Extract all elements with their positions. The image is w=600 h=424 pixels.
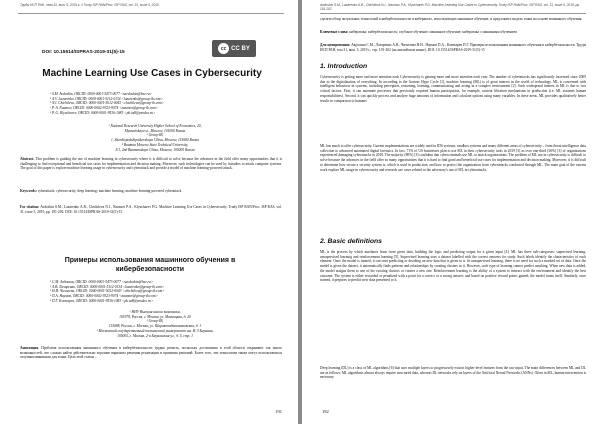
doi: DOI: 10.15514/ISPRAS-2019-31(5)-15 bbox=[42, 50, 125, 55]
affiliation-line: ¹ НИУ Высшая школа экономики, bbox=[129, 310, 181, 314]
keywords-text: кибератака; кибербезопасность; глубокое обучение; машинное обучение; кибератака с машинным обучением bbox=[349, 30, 517, 34]
abstract-label: Abstract. bbox=[20, 157, 35, 161]
citation-text: Avdoshin S.M., Lazarenko A.B., Chichileva N.I., Naumov P.A., Klyucharev P.G. Machine Learning Use Cases in Cybersecurity. Trudy ISP RAN/Proc. ISP RAS, vol. 31, issue 5, 2019, pp. 191-202. DOI: 10.15514/ISPRAS-2019-31(5)-15 bbox=[20, 205, 282, 214]
affiliation-line: ² Group-IB, bbox=[146, 319, 164, 324]
author-line: ³ П.Г. Ключарев, ORCID: 0000-0001-9536-1083 <pk.iu8@yandex.ru> bbox=[50, 298, 154, 303]
affiliation-line: ³ Bauman Moscow State Technical University, bbox=[121, 142, 189, 147]
author-line: ¹ N.I. Chichileva, ORCID: 0000-0001-5012-0043 <chichileva@group-ib.com> bbox=[50, 101, 165, 106]
header-rule bbox=[18, 13, 284, 14]
running-head: Avdoshin S.M., Lazarenko A.B., Chichileva N.I., Naumov P.A., Klyucharev P.G. Machine Learning Use Cases in Cybersecurity. Trudy ISP RAN/Proc. ISP RAS, vol. 31, issue 5, 2019, pp. 191-202 bbox=[320, 3, 580, 11]
abstract-text: Проблема использования машинного обучения в кибербезопасности трудно решить, поскольку достижения в этой области открывают так много возможностей, что сложно найти действительно хорошие варианты решения реализации и принятия решений. Более того, эти технологии также могут использоваться злоумышленниками для атаки. Цель этой статьи – bbox=[20, 346, 282, 360]
abstract-text: This problem is guiding the use of machine learning in cybersecurity where it is difficult to solve because the advances in the field offer many opportunities that it is challenging to find exceptional and beneficial use cases for implementation and decision making. Moreover, such technologies can be used by intruders to attack computer systems. The goal of this paper is explore machine learning usage in cybersecurity and cyberattack and provide a model of machine learning-powered attack. bbox=[20, 157, 283, 171]
russian-affiliation-list bbox=[55, 310, 255, 338]
definitions-paragraph: ML is the process by which machines learn from given data, building the logic and predicting output for a given input [4]. ML has three sub-categories: supervised learning, unsupervised learning and reinforcement learning [5]. Supervised learning uses a dataset labelled with the correct answers for study. Such labels identify the characteristics of each element. Once the model is trained, it can start predicting or deciding on new data that is given to it. In unsupervised learning, there is no need for such a marked set of data. Once the model is given the dataset, it automatically finds patterns and relationships by creating clusters in it. However, such type of learning cannot predict anything. When new data is added, the model assigns them to one of the existing clusters or creates a new one. Reinforcement learning is the ability of a system to interact with the environment and identify the best outcome. The system is either rewarded or penalized with a point for a correct or a wrong answer, and based on positive reward points gained, the model trains itself. Similarly, once trained, it prepares to predict new data presented to it. bbox=[320, 250, 586, 283]
citation-label: For citation: bbox=[20, 205, 40, 209]
section-heading-basic-definitions: 2. Basic definitions bbox=[320, 238, 382, 245]
header-rule bbox=[320, 13, 586, 14]
author-line: ¹ A.V. Lazarenko, ORCID: 0000-0001-5112-0134 <lazarenko@group-ib.com> bbox=[50, 96, 163, 101]
keywords bbox=[20, 189, 282, 194]
author-line: ¹ С.М. Авдошин, ORCID: 0000-0001-5473-0077 <savdoshin@hse.ru> bbox=[50, 280, 154, 284]
citation-label: Для цитирования: bbox=[320, 43, 351, 47]
section-heading-introduction: 1. Introduction bbox=[320, 63, 368, 70]
right-page bbox=[302, 0, 600, 424]
affiliation-line: ² Group-IB, bbox=[146, 133, 164, 138]
author-line: ² П.А. Наумов, ORCID: 0000-0002-9323-9074 <naumov@group-ib.com> bbox=[50, 294, 158, 299]
running-head: Труды ИСП РАН, том 31, вып. 5, 2019 г. // Trudy ISP RAN/Proc. ISP RAS, vol. 31, issue 5, 2019 bbox=[20, 3, 159, 7]
left-page bbox=[0, 0, 298, 424]
affiliation-list bbox=[70, 124, 240, 152]
affiliation-line: Myasnitskaya st., Moscow, 101000 Russia bbox=[124, 128, 186, 133]
russian-citation bbox=[320, 43, 586, 52]
keywords-label: Keywords: bbox=[20, 189, 37, 193]
author-line: ² А.В. Лазаренко, ORCID: 0000-0001-5112-0134 <lazarenko@group-ib.com> bbox=[50, 284, 165, 289]
affiliation-line: ¹ National Research University Higher School of Economics, 20, bbox=[108, 124, 202, 128]
author-line: ¹ P. G. Klyucharev, ORCID: 0000-0001-9536-1083 <pk.iu8@yandex.ru> bbox=[50, 110, 156, 115]
paper-title: Machine Learning Use Cases in Cybersecurity bbox=[42, 68, 262, 79]
page-number: 191 bbox=[275, 409, 282, 414]
russian-abstract bbox=[20, 346, 282, 360]
author-line: ¹ S.M. Avdoshin, ORCID: 0000-0001-5473-0077 <savdoshin@hse.ru> bbox=[50, 92, 153, 96]
abstract bbox=[20, 157, 282, 171]
affiliation-line: 115088, Россия, г. Москва, ул. Шарикоподшипниковская, д. 1 bbox=[108, 324, 202, 329]
introduction-paragraph: Cybersecurity is getting more and more attention each Cybersecurity is gaining more and more attention each year. The number of cyberattacks has significantly increased since 2009 due to the digitalization of everything. In according to the Gartner Hype Cycle [1], machine learning (ML) is of great interest in the world of technology. ML is concerned with intelligent behaviour in systems, including perception, reasoning, learning, communicating and acting in a complex environment [2]. Such widespread interest in ML is due to two critical factors. First, it can automate processes that previously required human participation, for example, content filtration mechanisms in production (i.e. ML assumes human responsibilities). Second, it can quickly process and analyze huge amounts of information and calculate options using many variables. In these areas, ML provides qualitatively better results in comparison to humans. bbox=[320, 75, 586, 103]
creative-commons-icon: cc bbox=[218, 43, 229, 54]
license-badge[interactable] bbox=[212, 40, 256, 57]
abstract-text: сделать обзор актуальных технологий в кибербезопасности и киберактах, использующих машинное обучение, и предложить модель атаки на основе машинного обучения. bbox=[320, 17, 583, 21]
author-list bbox=[50, 92, 265, 116]
license-label: CC BY bbox=[231, 45, 250, 52]
affiliation-line: 5/1, 2nd Baumanskaya Ulitsa, Moscow, 105005 Russia bbox=[115, 147, 195, 152]
affiliation-line: 1, Sharikopodshipnikovskaya Ulitsa, Moscow, 115080 Russia bbox=[110, 138, 200, 143]
introduction-paragraph: ML has much to offer cybersecurity. Current implementations are widely used in IDS systems, sandbox systems and many different areas of cybersecurity – from threat intelligence data collection to advanced automated digital forensics. In fact, 71% of US businesses plan to use ML in their cybersecurity tools in 2019 [3] as over one-third (36%) [3] of organizations experienced damaging cyberattacks in 2018. The majority (80%) [3] confident that cybercriminals use ML to attack organizations. The problem of ML use in cybersecurity is difficult to solve because the advances in the field offer so many opportunities that it is hard to find good and beneficial use cases for implementation and decision making. Moreover, it is difficult to determine how secure a security system is, which is used in production, and how to protect the organization from cyberattacks conducted through ML. The main goal of the current work explore ML usage in cybersecurity and research use cases related to the adversary's use of ML in cyberattacks. bbox=[320, 144, 586, 172]
keywords-label: Ключевые слова: bbox=[320, 30, 349, 34]
affiliation-line: 101978, Россия, г. Москва, ул. Мясницкая, д. 20 bbox=[119, 314, 191, 319]
russian-abstract-continuation bbox=[320, 17, 586, 22]
citation bbox=[20, 205, 282, 214]
page-number: 192 bbox=[322, 409, 329, 414]
author-line: ¹ P. A. Naumov, ORCID: 0000-0002-9323-9074 <naumov@group-ib.com> bbox=[50, 106, 159, 111]
citation-text: Авдошин С.М., Лазаренко А.В., Чичилева Н.И., Наумов П.А., Ключарев П.Г. Примеры использования машинного обучения в кибербезопасности. Труды ИСП РАН, том 31, вып. 5, 2019 г., стр. 191-202 (на английском языке). DOI: 10.15514/ISPRAS-2019-31(5)-15 bbox=[320, 43, 586, 52]
russian-title: Примеры использования машинного обучения в кибербезопасности bbox=[64, 257, 236, 273]
keywords-text: cyberattack; cybersecurity; deep learning; machine learning; machine learning-powered cyberattack bbox=[37, 189, 182, 193]
abstract-label: Аннотация. bbox=[20, 346, 40, 350]
author-line: ² Н.И. Чичилева, ORCID: 0000-0001-5012-0043 <chichileva@group-ib.com> bbox=[50, 289, 165, 294]
affiliation-line: 105005, г. Москва, 2-я Бауманская ул., д. 5, стр. 1 bbox=[117, 333, 193, 338]
affiliation-line: ³ Московский государственный технический университет им. Н.Э Баумана, bbox=[96, 328, 214, 333]
definitions-paragraph: Deep learning (DL) is a class of ML algorithms [6] that uses multiple layers to progressively extract higher-level features from the raw input. The main differences between ML and DL are as follows: ML algorithms almost always require structured data, whereas DL networks rely on layers of the Artificial Neural Networks (ANNs). Often in ML, human intervention is necessary bbox=[320, 366, 586, 380]
russian-keywords bbox=[320, 30, 586, 35]
russian-author-list bbox=[50, 280, 265, 304]
